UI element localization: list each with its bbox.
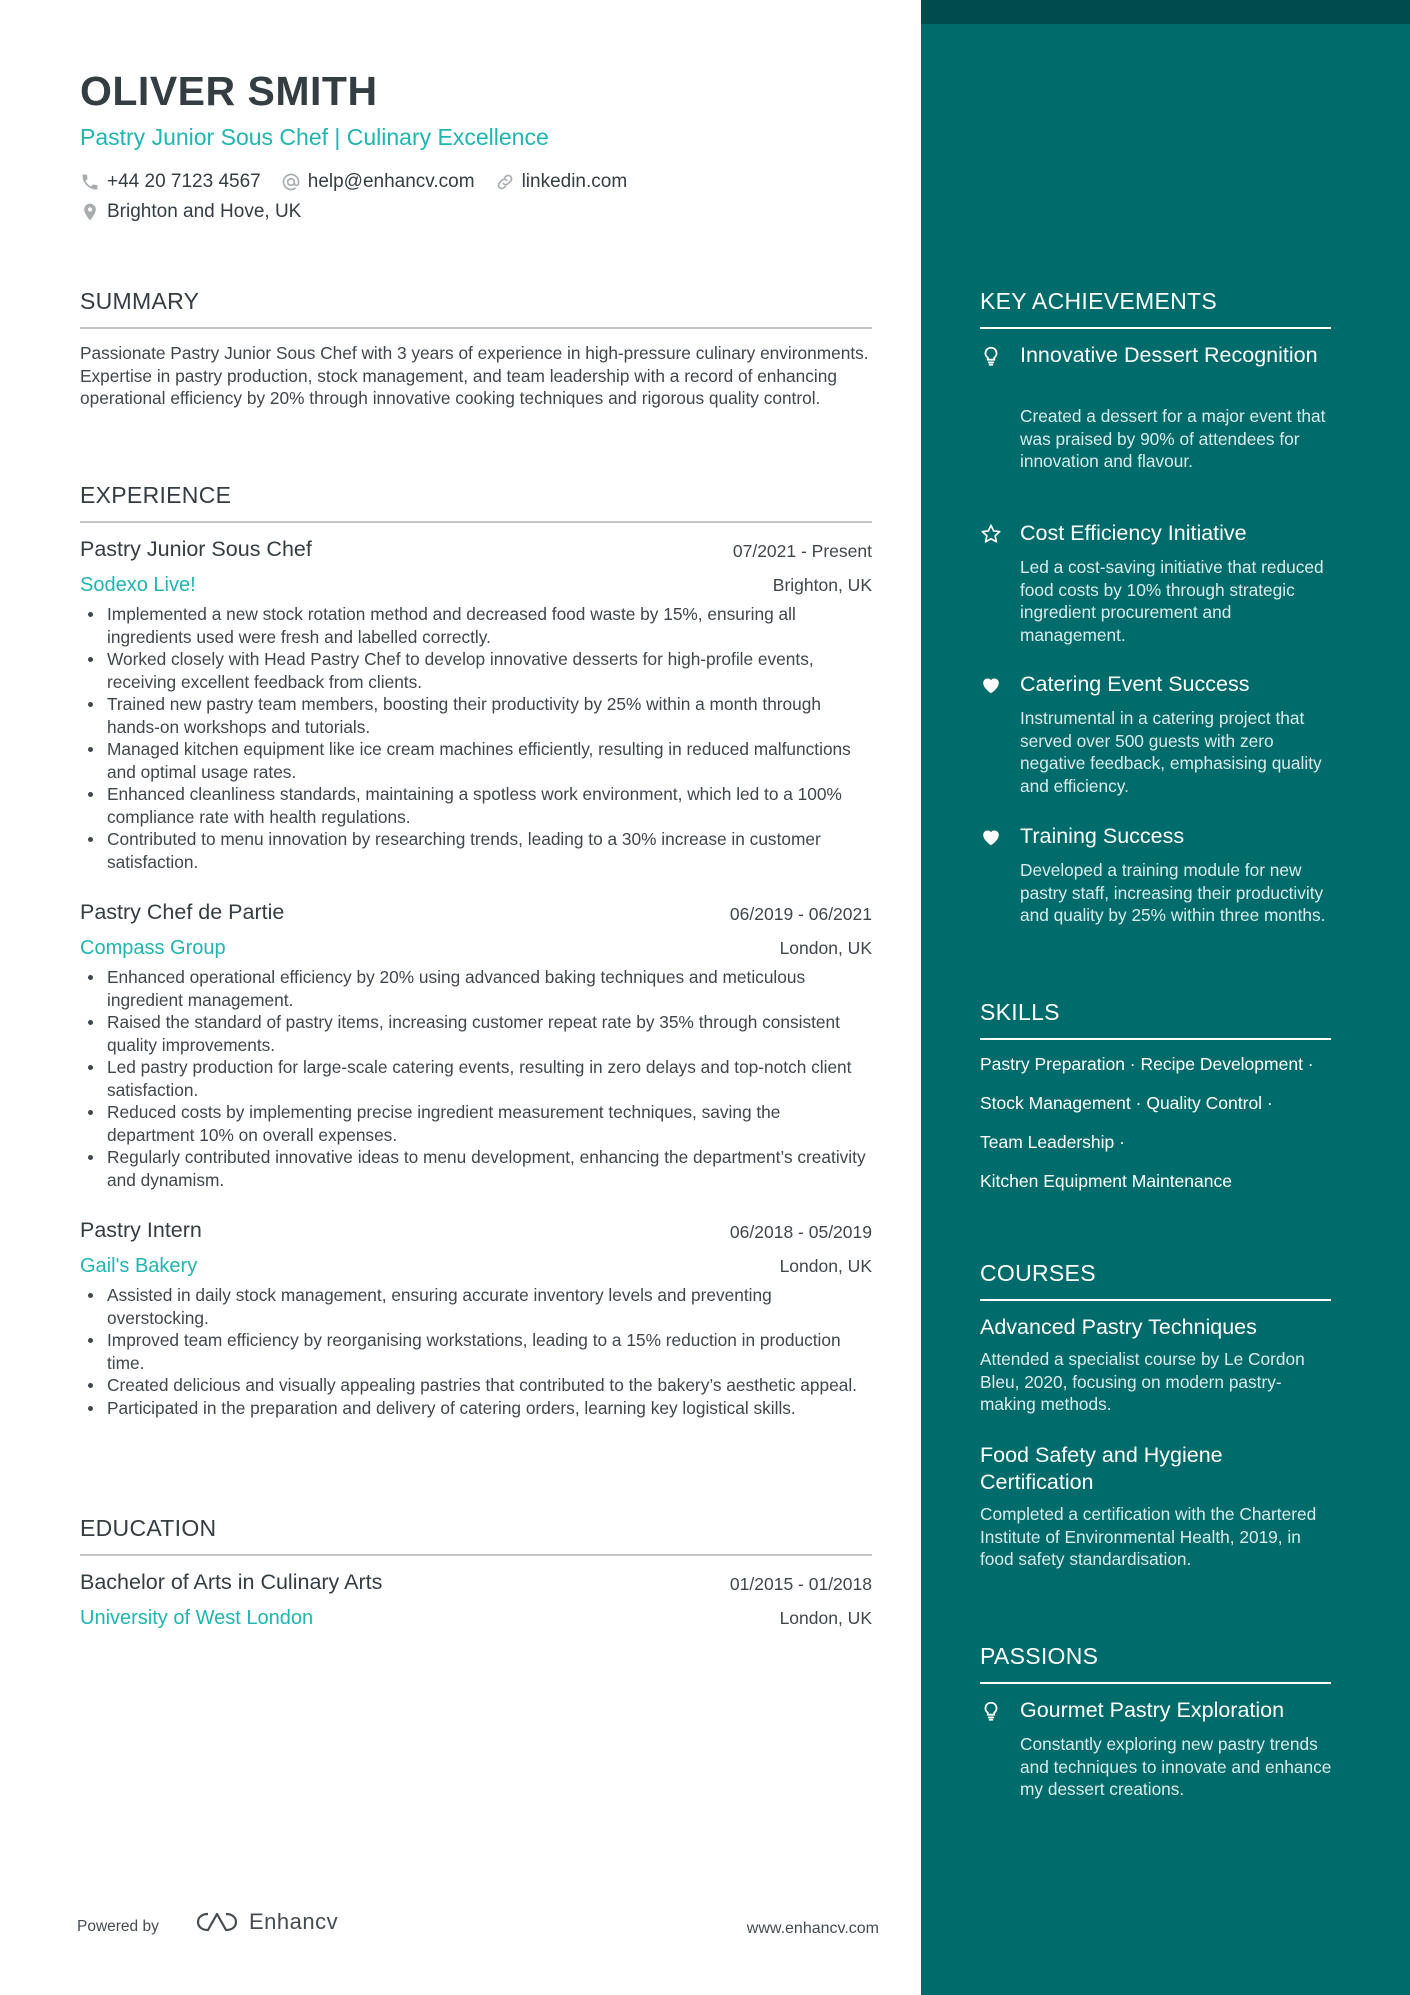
contact-email[interactable] [281,171,475,193]
contact-row-1 [80,171,647,193]
skills-line: Stock Management · Quality Control · [980,1093,1273,1113]
job-bullet: Trained new pastry team members, boosting their productivity by 25% within a month through hands-on workshops and tutorials. [80,693,872,738]
summary-text: Passionate Pastry Junior Sous Chef with 3 years of experience in high-pressure culinary environments. Expertise in pastry production, stock management, and team leadership with a record of enhancing operational efficiency by 20% through innovative cooking techniques and rigorous quality control. [80,343,869,408]
skills-line: Pastry Preparation · Recipe Development · [980,1054,1314,1074]
education-divider [80,1554,872,1556]
education-heading: EDUCATION [80,1515,217,1541]
candidate-name: OLIVER SMITH [80,68,378,114]
job-title: Pastry Intern [80,1218,202,1242]
contact-location [80,201,301,223]
courses-divider [980,1299,1331,1301]
achievement-desc: Developed a training module for new pastry staff, increasing their productivity and quality by 25% within three months. [1020,860,1326,925]
enhancv-logo[interactable] [195,1909,338,1935]
skills-line: Kitchen Equipment Maintenance [980,1171,1232,1191]
enhancv-logo-text: Enhancv [249,1909,339,1934]
achievement-desc: Created a dessert for a major event that was praised by 90% of attendees for innovation and flavour. [1020,406,1326,471]
linkedin-text: linkedin.com [521,171,628,192]
job-dates: 06/2019 - 06/2021 [729,904,872,924]
job-bullet: Enhanced cleanliness standards, maintaining a spotless work environment, which led to a 100% compliance rate with health regulations. [80,783,872,828]
achievements-heading: KEY ACHIEVEMENTS [980,288,1218,314]
achievement-title: Training Success [1020,824,1185,848]
location-pin-icon [80,202,100,222]
footer-website[interactable]: www.enhancv.com [746,1920,879,1937]
job-bullet: Managed kitchen equipment like ice cream machines efficiently, resulting in reduced malfunctions and optimal usage rates. [80,738,872,783]
job-bullet: Led pastry production for large-scale catering events, resulting in zero delays and top-notch client satisfaction. [80,1056,872,1101]
job-bullets [80,603,872,873]
email-text: help@enhancv.com [307,171,475,192]
experience-divider [80,521,872,523]
achievement-desc: Instrumental in a catering project that served over 500 guests with zero negative feedback, emphasising quality and efficiency. [1020,708,1322,796]
candidate-headline: Pastry Junior Sous Chef | Culinary Excellence [80,124,549,150]
star-icon [980,523,1002,545]
job-company[interactable]: Sodexo Live! [80,574,196,596]
job-location: London, UK [779,1256,872,1276]
job-bullet: Worked closely with Head Pastry Chef to develop innovative desserts for high-profile events, receiving excellent feedback from clients. [80,648,872,693]
lightbulb-icon [980,1700,1002,1722]
phone-icon [80,172,100,192]
at-icon [281,172,301,192]
contact-phone[interactable] [80,171,261,193]
course-desc: Completed a certification with the Chartered Institute of Environmental Health, 2019, in food safety standardisation. [980,1504,1317,1569]
job-company[interactable]: Gail's Bakery [80,1255,198,1277]
skills-line: Team Leadership · [980,1132,1125,1152]
summary-heading: SUMMARY [80,288,200,314]
job-title: Pastry Chef de Partie [80,900,285,924]
education-dates: 01/2015 - 01/2018 [729,1574,872,1594]
job-location: London, UK [779,938,872,958]
passion-desc: Constantly exploring new pastry trends and techniques to innovate and enhance my dessert creations. [1020,1734,1332,1799]
job-bullet: Implemented a new stock rotation method and decreased food waste by 15%, ensuring all ingredients used were fresh and labelled correctly. [80,603,872,648]
course-title: Food Safety and Hygiene Certification [980,1443,1223,1494]
heart-icon [980,674,1002,696]
course-title: Advanced Pastry Techniques [980,1315,1257,1339]
achievement-title: Cost Efficiency Initiative [1020,521,1247,545]
job-bullet: Reduced costs by implementing precise ingredient measurement techniques, saving the department 10% on overall expenses. [80,1101,872,1146]
passions-heading: PASSIONS [980,1643,1099,1669]
phone-text: +44 20 7123 4567 [107,171,261,192]
job-bullet: Assisted in daily stock management, ensuring accurate inventory levels and preventing overstocking. [80,1284,872,1329]
job-bullet: Enhanced operational efficiency by 20% using advanced baking techniques and meticulous ingredient management. [80,966,872,1011]
job-bullets [80,966,872,1191]
job-bullet: Raised the standard of pastry items, increasing customer repeat rate by 35% through consistent quality improvements. [80,1011,872,1056]
achievements-divider [980,327,1331,329]
job-dates: 06/2018 - 05/2019 [729,1222,872,1242]
location-text: Brighton and Hove, UK [107,201,302,222]
job-company[interactable]: Compass Group [80,937,226,959]
skills-heading: SKILLS [980,999,1060,1025]
job-bullets [80,1284,872,1419]
education-school[interactable]: University of West London [80,1607,314,1629]
achievement-title: Innovative Dessert Recognition [1020,343,1318,367]
achievement-desc: Led a cost-saving initiative that reduced food costs by 10% through strategic ingredient procurement and management. [1020,557,1324,645]
job-bullet: Regularly contributed innovative ideas to menu development, enhancing the department’s creativity and dynamism. [80,1146,872,1191]
skills-list [980,1052,1360,1208]
job-bullet: Created delicious and visually appealing pastries that contributed to the bakery’s aesthetic appeal. [80,1374,872,1397]
contact-row-2 [80,201,321,223]
passion-title: Gourmet Pastry Exploration [1020,1698,1285,1722]
job-bullet: Improved team efficiency by reorganising workstations, leading to a 15% reduction in production time. [80,1329,872,1374]
job-title: Pastry Junior Sous Chef [80,537,312,561]
job-bullet: Contributed to menu innovation by researching trends, leading to a 30% increase in customer satisfaction. [80,828,872,873]
education-degree: Bachelor of Arts in Culinary Arts [80,1570,383,1594]
lightbulb-icon [980,345,1002,367]
passions-divider [980,1682,1331,1684]
powered-by-label: Powered by [77,1918,159,1935]
contact-linkedin[interactable] [495,171,628,193]
enhancv-logo-icon [195,1910,239,1934]
summary-divider [80,327,872,329]
skills-divider [980,1038,1331,1040]
education-location: London, UK [779,1608,872,1628]
link-icon [495,172,515,192]
job-dates: 07/2021 - Present [732,541,872,561]
job-bullet: Participated in the preparation and delivery of catering orders, learning key logistical skills. [80,1397,872,1420]
courses-heading: COURSES [980,1260,1096,1286]
job-location: Brighton, UK [772,575,872,595]
course-desc: Attended a specialist course by Le Cordon Bleu, 2020, focusing on modern pastry-making methods. [980,1349,1305,1414]
sidebar-top-band [921,0,1410,24]
heart-icon [980,826,1002,848]
experience-heading: EXPERIENCE [80,482,232,508]
achievement-title: Catering Event Success [1020,672,1250,696]
